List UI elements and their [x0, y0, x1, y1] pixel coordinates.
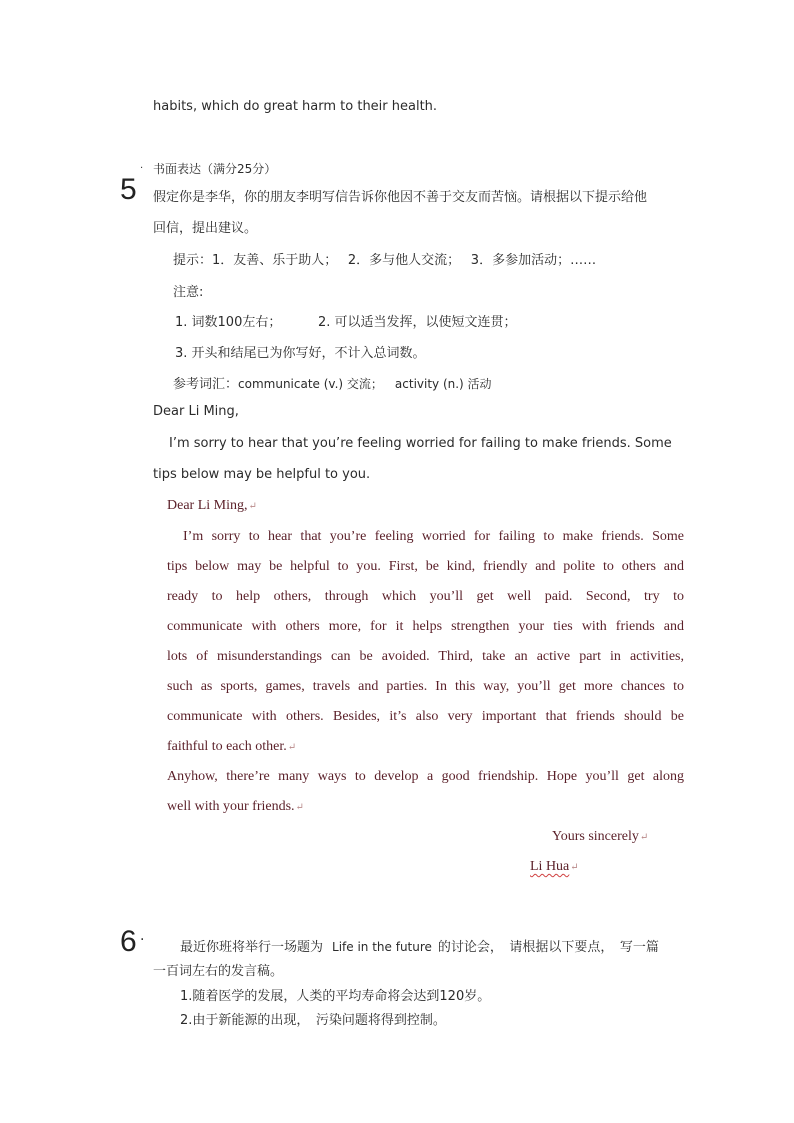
sample-line-end: faithful to each other.↵ — [167, 739, 297, 754]
question-6-line2: 一百词左右的发言稿。 — [153, 964, 284, 979]
question-6-line1-b: 的讨论会， 请根据以下要点， 写一篇 — [437, 940, 659, 955]
question-6-line1 — [180, 936, 659, 955]
question-5-heading: 书面表达（满分25分） — [153, 162, 277, 176]
sample-line: communicate with others. Besides, it’s also very important that friends should be — [167, 709, 684, 724]
sample-signature: Li Hua↵ — [530, 859, 579, 874]
question-5-note-3: 3. 开头和结尾已为你写好，不计入总词数。 — [175, 346, 426, 361]
letter-opening-line1: I’m sorry to hear that you’re feeling worried for failing to make friends. Some — [169, 436, 672, 451]
sample-line: communicate with others more, for it helps strengthen your ties with friends and — [167, 619, 684, 634]
question-6-dot: · — [140, 932, 145, 948]
question-6-topic: Life in the future — [332, 940, 432, 954]
question-5-prompt-line1: 假定你是李华，你的朋友李明写信告诉你他因不善于交友而苦恼。请根据以下提示给他 — [153, 190, 648, 205]
sample-line: I’m sorry to hear that you’re feeling worried for failing to make friends. Some — [183, 529, 684, 544]
question-5-prompt-line2: 回信，提出建议。 — [153, 221, 258, 236]
question-6-number: 6 — [120, 925, 137, 958]
question-5-note-1: 1. 词数100左右； — [175, 315, 282, 330]
sample-closing: Yours sincerely↵ — [552, 829, 649, 844]
question-5-hints: 提示：1．友善、乐于助人； 2．多与他人交流； 3．多参加活动；…… — [173, 253, 597, 268]
question-6-point-1: 1.随着医学的发展，人类的平均寿命将会达到120岁。 — [180, 989, 491, 1004]
vocab-label: 参考词汇： — [173, 377, 239, 392]
sample-line: Anyhow, there’re many ways to develop a good friendship. Hope you’ll get along — [167, 769, 684, 784]
letter-opening-line2: tips below may be helpful to you. — [153, 467, 371, 482]
vocab-activity: activity (n.) 活动 — [394, 377, 492, 391]
sample-line: ready to help others, through which you’ll get well paid. Second, try to — [167, 589, 684, 604]
question-6-point-2: 2.由于新能源的出现， 污染问题将得到控制。 — [180, 1013, 446, 1028]
letter-greeting: Dear Li Ming, — [153, 404, 239, 419]
sample-line: such as sports, games, travels and parties. In this way, you’ll get more chances to — [167, 679, 684, 694]
question-6-line1-a: 最近你班将举行一场题为 — [180, 940, 324, 955]
question-5-notes-label: 注意: — [173, 285, 204, 300]
question-5-number: 5 — [120, 173, 137, 206]
sample-line: tips below may be helpful to you. First, be kind, friendly and polite to others and — [167, 559, 684, 574]
question-5-note-2: 2. 可以适当发挥，以使短文连贯； — [318, 315, 517, 330]
question-5-dot: . — [140, 160, 144, 171]
question-5-vocab — [173, 373, 492, 392]
sample-greeting: Dear Li Ming,↵ — [167, 498, 257, 513]
continuation-line: habits, which do great harm to their health. — [153, 99, 438, 114]
sample-line-end: well with your friends.↵ — [167, 799, 304, 814]
sample-line: lots of misunderstandings can be avoided. Third, take an active part in activities, — [167, 649, 684, 664]
vocab-communicate: communicate (v.) 交流； — [238, 377, 383, 391]
